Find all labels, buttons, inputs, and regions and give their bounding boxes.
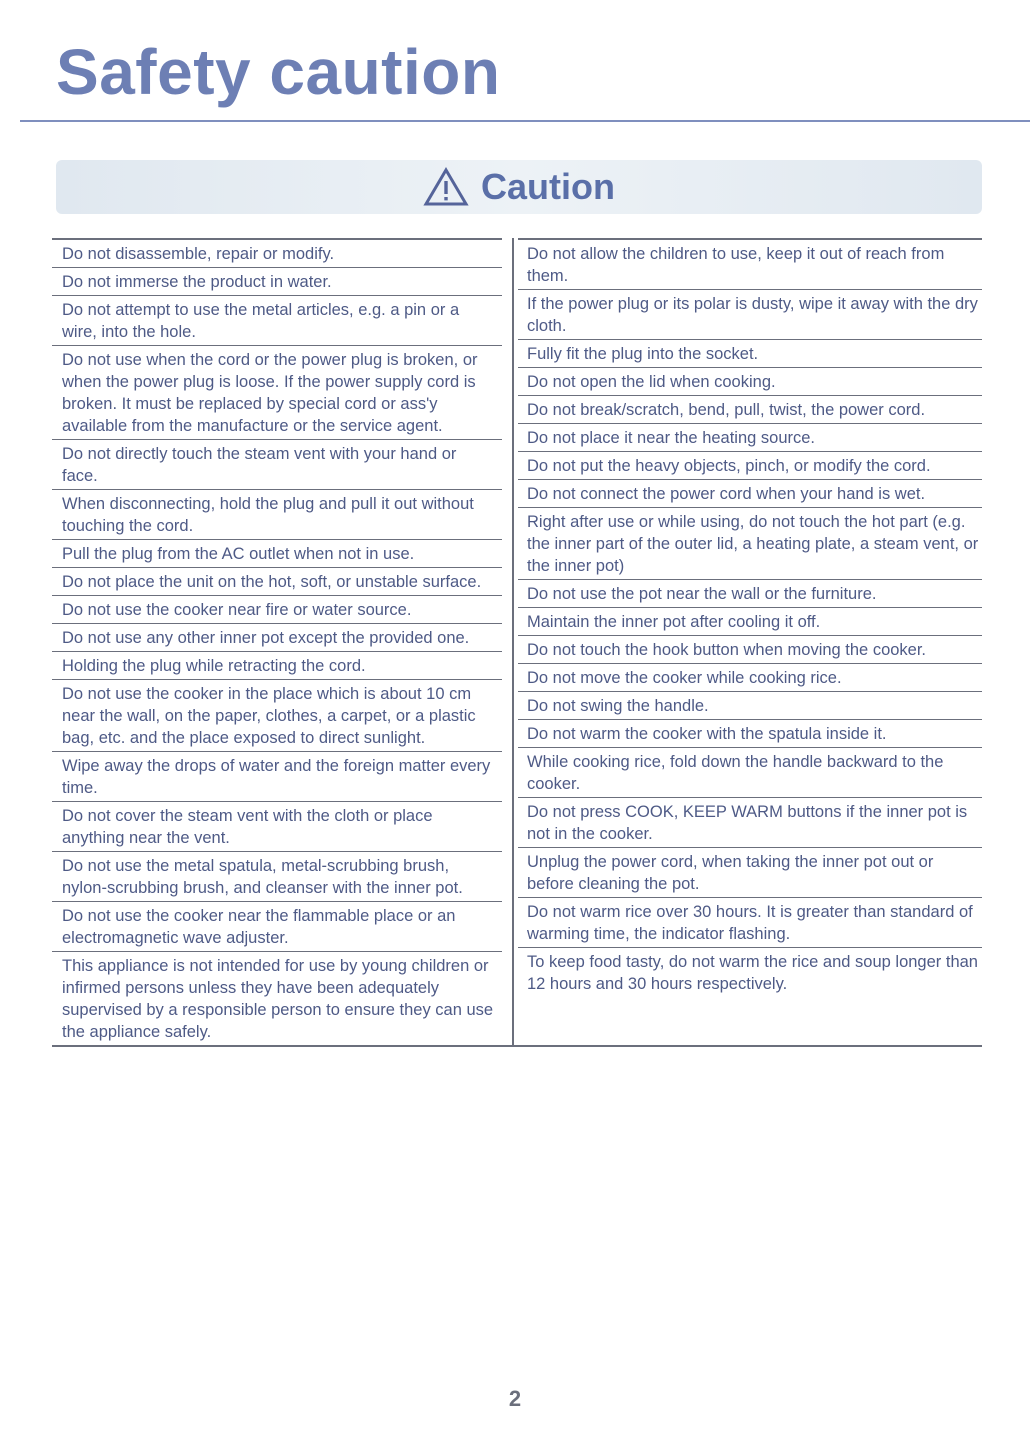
caution-list-right bbox=[514, 238, 982, 1045]
caution-item: Do not touch the hook button when moving the cooker. bbox=[518, 635, 982, 663]
caution-item: Holding the plug while retracting the cord. bbox=[52, 651, 502, 679]
caution-item: Do not open the lid when cooking. bbox=[518, 367, 982, 395]
caution-item: Do not use any other inner pot except the provided one. bbox=[52, 623, 502, 651]
caution-item: Do not put the heavy objects, pinch, or modify the cord. bbox=[518, 451, 982, 479]
caution-item: Do not use the cooker near fire or water source. bbox=[52, 595, 502, 623]
caution-item: Do not swing the handle. bbox=[518, 691, 982, 719]
caution-item: Unplug the power cord, when taking the inner pot out or before cleaning the pot. bbox=[518, 847, 982, 897]
caution-item: To keep food tasty, do not warm the rice and soup longer than 12 hours and 30 hours respectively. bbox=[518, 947, 982, 997]
caution-item: Do not warm rice over 30 hours. It is greater than standard of warming time, the indicator flashing. bbox=[518, 897, 982, 947]
caution-item: Do not move the cooker while cooking rice. bbox=[518, 663, 982, 691]
caution-item: Wipe away the drops of water and the foreign matter every time. bbox=[52, 751, 502, 801]
caution-banner bbox=[56, 160, 982, 214]
caution-item: While cooking rice, fold down the handle backward to the cooker. bbox=[518, 747, 982, 797]
caution-item: Do not press COOK, KEEP WARM buttons if the inner pot is not in the cooker. bbox=[518, 797, 982, 847]
caution-heading: Caution bbox=[481, 166, 615, 207]
caution-item: Do not directly touch the steam vent with your hand or face. bbox=[52, 439, 502, 489]
caution-item: Do not use the cooker in the place which is about 10 cm near the wall, on the paper, clothes, a carpet, or a plastic bag, etc. and the place exposed to direct sunlight. bbox=[52, 679, 502, 751]
caution-item: Fully fit the plug into the socket. bbox=[518, 339, 982, 367]
caution-list-left bbox=[52, 238, 514, 1045]
caution-item: Do not attempt to use the metal articles, e.g. a pin or a wire, into the hole. bbox=[52, 295, 502, 345]
caution-item: If the power plug or its polar is dusty, wipe it away with the dry cloth. bbox=[518, 289, 982, 339]
caution-item: This appliance is not intended for use by young children or infirmed persons unless they have been adequately supervised by a responsible person to ensure they can use the appliance safely. bbox=[52, 951, 502, 1045]
page-title: Safety caution bbox=[56, 36, 501, 108]
caution-item: Do not warm the cooker with the spatula inside it. bbox=[518, 719, 982, 747]
warning-triangle-icon bbox=[423, 167, 469, 207]
caution-item: Do not allow the children to use, keep it out of reach from them. bbox=[518, 238, 982, 289]
caution-item: Do not use the pot near the wall or the furniture. bbox=[518, 579, 982, 607]
caution-item: Right after use or while using, do not touch the hot part (e.g. the inner part of the outer lid, a heating plate, a steam vent, or the inner pot) bbox=[518, 507, 982, 579]
caution-item: Do not break/scratch, bend, pull, twist, the power cord. bbox=[518, 395, 982, 423]
caution-item: Do not cover the steam vent with the cloth or place anything near the vent. bbox=[52, 801, 502, 851]
caution-item: Do not place it near the heating source. bbox=[518, 423, 982, 451]
caution-item: Do not use when the cord or the power plug is broken, or when the power plug is loose. If the power supply cord is broken. It must be replaced by special cord or ass'y available from the manufacture or the service agent. bbox=[52, 345, 502, 439]
caution-item: Do not place the unit on the hot, soft, or unstable surface. bbox=[52, 567, 502, 595]
caution-table bbox=[52, 238, 982, 1047]
caution-item: Do not use the metal spatula, metal-scrubbing brush, nylon-scrubbing brush, and cleanser with the inner pot. bbox=[52, 851, 502, 901]
caution-item: Do not disassemble, repair or modify. bbox=[52, 238, 502, 267]
caution-item: Maintain the inner pot after cooling it off. bbox=[518, 607, 982, 635]
title-divider bbox=[20, 120, 1030, 122]
page-number: 2 bbox=[508, 1386, 522, 1411]
caution-item: Do not immerse the product in water. bbox=[52, 267, 502, 295]
caution-item: Do not connect the power cord when your hand is wet. bbox=[518, 479, 982, 507]
caution-item: Do not use the cooker near the flammable place or an electromagnetic wave adjuster. bbox=[52, 901, 502, 951]
caution-item: Pull the plug from the AC outlet when not in use. bbox=[52, 539, 502, 567]
caution-item: When disconnecting, hold the plug and pull it out without touching the cord. bbox=[52, 489, 502, 539]
